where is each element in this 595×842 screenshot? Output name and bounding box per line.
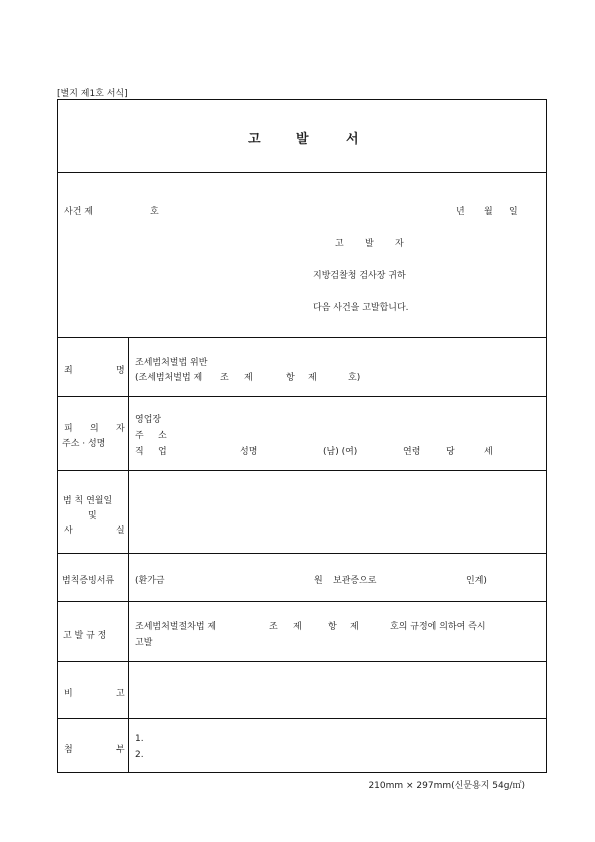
crime-line-2b: 조 bbox=[220, 373, 229, 383]
date-year: 년 bbox=[456, 207, 465, 217]
attachment-item-1: 1. bbox=[135, 734, 144, 744]
violation-label-2: 및 bbox=[88, 511, 97, 521]
divider bbox=[58, 553, 546, 554]
suspect-label-b: 의 bbox=[90, 424, 99, 434]
suspect-label-c: 자 bbox=[116, 424, 125, 434]
suspect-label-2: 주소 · 성명 bbox=[62, 439, 106, 449]
suspect-job-1: 직 bbox=[135, 447, 144, 457]
paper-spec-footer: 210mm × 297mm(신문용지 54g/㎡) bbox=[368, 781, 525, 791]
title-char-2: 발 bbox=[296, 132, 309, 147]
suspect-addr-1: 주 bbox=[135, 431, 144, 441]
suspect-business: 영업장 bbox=[135, 415, 162, 425]
form-title bbox=[58, 128, 546, 147]
crime-line-2e: 제 bbox=[308, 373, 317, 383]
date-month: 월 bbox=[484, 207, 493, 217]
provision-line-1a: 조세범처벌절차법 제 bbox=[135, 622, 217, 632]
complainant-char-2: 발 bbox=[365, 239, 374, 249]
remarks-label-2: 고 bbox=[116, 689, 125, 699]
date-day: 일 bbox=[509, 207, 518, 217]
suspect-age-se: 세 bbox=[484, 447, 493, 457]
crime-line-2f: 호) bbox=[348, 373, 361, 383]
evidence-amount: (환가금 bbox=[135, 576, 165, 586]
violation-label-3a: 사 bbox=[64, 526, 73, 536]
attachment-item-2: 2. bbox=[135, 750, 144, 760]
complainant-char-3: 자 bbox=[395, 239, 404, 249]
case-number-label: 사건 제 bbox=[64, 207, 93, 217]
crime-line-1: 조세범처벌법 위반 bbox=[135, 358, 208, 368]
suspect-label-a: 피 bbox=[64, 424, 73, 434]
violation-label-3b: 실 bbox=[116, 526, 125, 536]
crime-label-2: 명 bbox=[116, 366, 125, 376]
provision-line-1d: 항 bbox=[328, 622, 337, 632]
divider bbox=[58, 470, 546, 471]
provision-label: 고 발 규 정 bbox=[63, 631, 107, 641]
crime-label-1: 죄 bbox=[64, 366, 73, 376]
crime-line-2c: 제 bbox=[244, 373, 253, 383]
evidence-won: 원 bbox=[314, 576, 323, 586]
complainant-char-1: 고 bbox=[335, 239, 344, 249]
case-number-ho: 호 bbox=[150, 207, 159, 217]
suspect-age-dang: 당 bbox=[446, 447, 455, 457]
provision-line-1b: 조 bbox=[269, 622, 278, 632]
provision-line-1c: 제 bbox=[293, 622, 302, 632]
suspect-name: 성명 bbox=[240, 447, 258, 457]
crime-line-2a: (조세범처벌법 제 bbox=[135, 373, 203, 383]
remarks-label-1: 비 bbox=[64, 689, 73, 699]
divider bbox=[58, 396, 546, 397]
divider bbox=[58, 661, 546, 662]
divider bbox=[58, 718, 546, 719]
crime-line-2d: 항 bbox=[286, 373, 295, 383]
evidence-label: 범칙증빙서류 bbox=[62, 576, 115, 586]
divider bbox=[58, 337, 546, 338]
provision-line-2: 고발 bbox=[135, 638, 153, 648]
suspect-gender: (남) (여) bbox=[323, 447, 358, 457]
label-column-divider bbox=[128, 337, 129, 772]
form-number-label: [별지 제1호 서식] bbox=[57, 89, 128, 99]
divider bbox=[58, 172, 546, 173]
title-char-3: 서 bbox=[346, 132, 359, 147]
evidence-receipt: 보관증으로 bbox=[333, 576, 377, 586]
suspect-job-2: 업 bbox=[158, 447, 167, 457]
addressee: 지방검찰청 검사장 귀하 bbox=[313, 271, 406, 281]
statement: 다음 사건을 고발합니다. bbox=[313, 303, 409, 313]
evidence-handover: 인계) bbox=[466, 576, 487, 586]
suspect-addr-2: 소 bbox=[158, 431, 167, 441]
attachments-label-1: 첨 bbox=[64, 745, 73, 755]
violation-label-1: 범 칙 연월일 bbox=[63, 496, 113, 506]
provision-line-1f: 호의 규정에 의하여 즉시 bbox=[390, 622, 486, 632]
suspect-age: 연령 bbox=[403, 447, 421, 457]
provision-line-1e: 제 bbox=[350, 622, 359, 632]
title-char-1: 고 bbox=[248, 132, 261, 147]
attachments-label-2: 부 bbox=[116, 745, 125, 755]
complaint-form bbox=[57, 99, 547, 773]
divider bbox=[58, 601, 546, 602]
